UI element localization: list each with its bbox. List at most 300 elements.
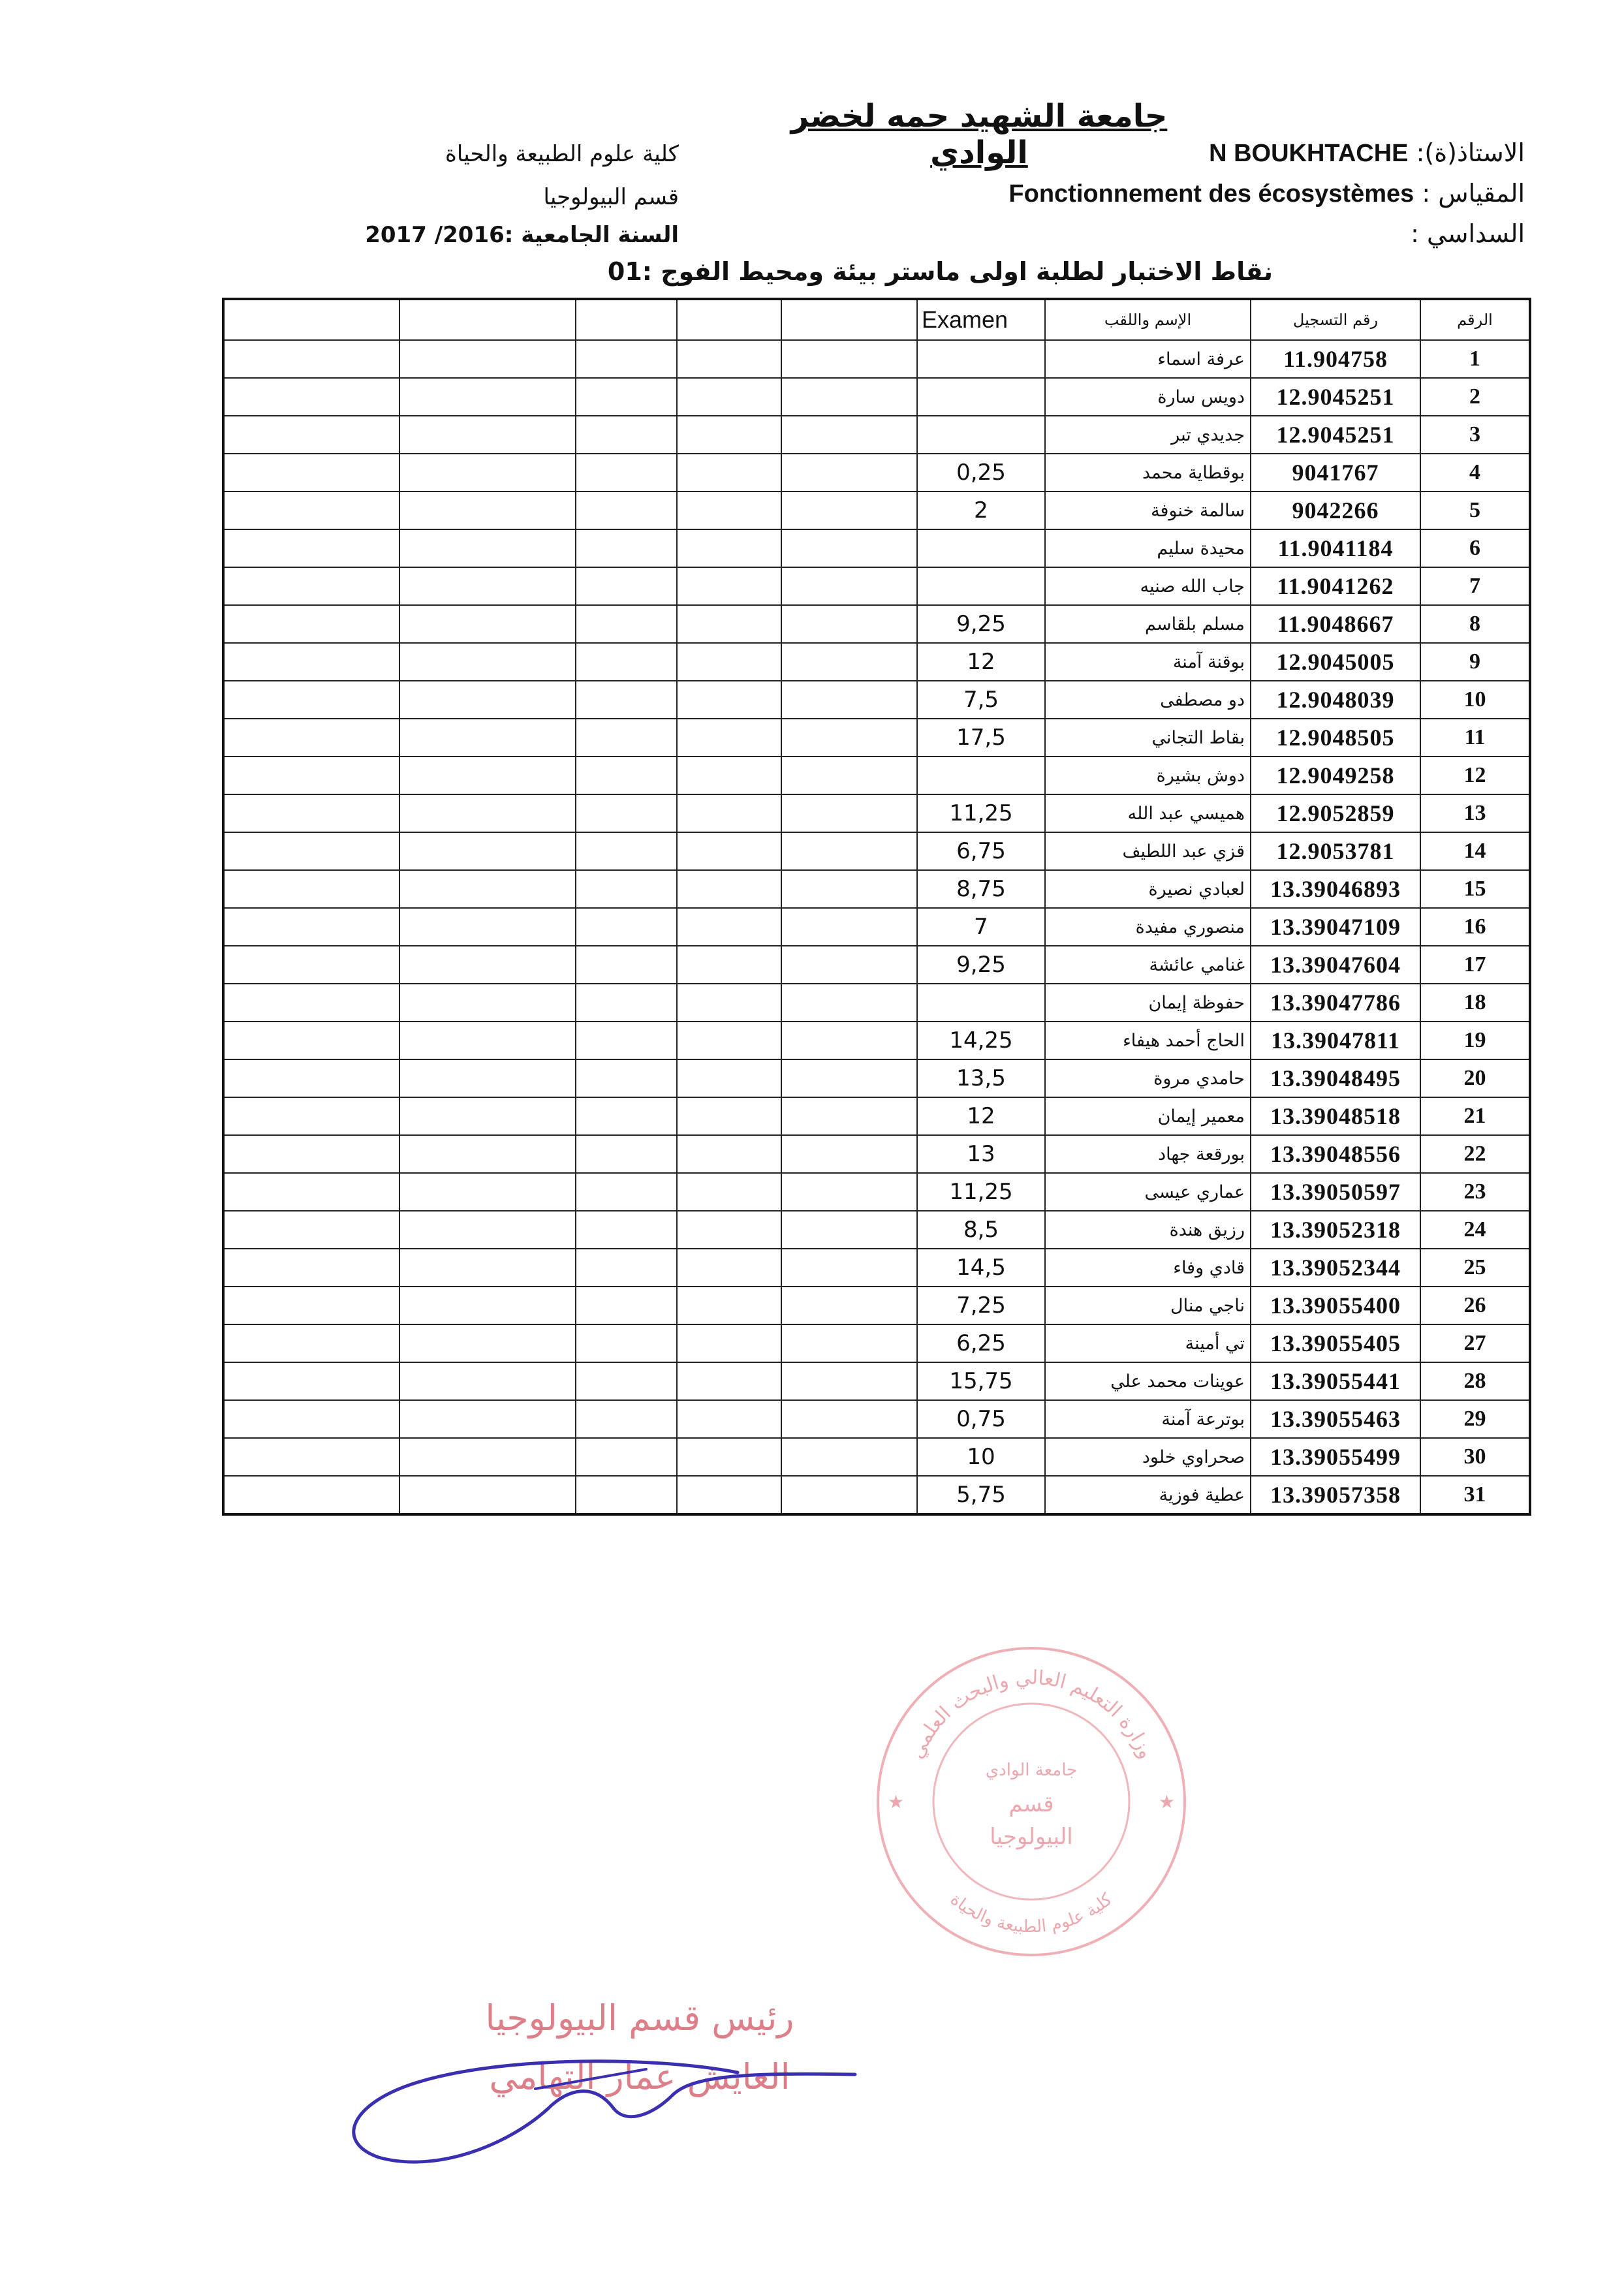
exam-cell: 15,75	[917, 1362, 1045, 1400]
empty-grade-cell	[223, 1249, 399, 1287]
empty-grade-cell	[399, 643, 576, 681]
empty-grade-cell	[576, 1400, 677, 1438]
empty-grade-cell	[677, 1173, 781, 1211]
empty-grade-cell	[781, 1097, 917, 1135]
empty-grade-cell	[223, 529, 399, 567]
empty-grade-cell	[677, 1211, 781, 1249]
empty-grade-cell	[781, 757, 917, 794]
empty-grade-cell	[677, 832, 781, 870]
empty-grade-cell	[399, 1022, 576, 1059]
table-row	[223, 529, 1530, 567]
empty-grade-cell	[399, 946, 576, 984]
empty-grade-cell	[223, 946, 399, 984]
empty-grade-cell	[677, 1400, 781, 1438]
empty-grade-cell	[781, 870, 917, 908]
registration-cell: 12.9045251	[1251, 378, 1420, 416]
empty-grade-cell	[677, 567, 781, 605]
registration-cell: 12.9045251	[1251, 416, 1420, 454]
empty-grade-cell	[781, 1173, 917, 1211]
table-row	[223, 1097, 1530, 1135]
number-cell: 1	[1420, 340, 1530, 378]
grades-body	[223, 340, 1530, 1514]
number-cell: 4	[1420, 454, 1530, 492]
header-exam: Examen	[917, 299, 1045, 340]
empty-grade-cell	[677, 340, 781, 378]
empty-grade-cell	[223, 832, 399, 870]
empty-grade-cell	[576, 340, 677, 378]
empty-grade-cell	[781, 1362, 917, 1400]
empty-grade-cell	[223, 454, 399, 492]
empty-grade-cell	[576, 1022, 677, 1059]
number-cell: 25	[1420, 1249, 1530, 1287]
empty-grade-cell	[576, 1059, 677, 1097]
table-row	[223, 1287, 1530, 1324]
empty-grade-cell	[399, 832, 576, 870]
registration-cell: 13.39048556	[1251, 1135, 1420, 1173]
empty-grade-cell	[781, 454, 917, 492]
empty-grade-cell	[223, 1173, 399, 1211]
name-cell: بورقعة جهاد	[1045, 1135, 1251, 1173]
empty-grade-cell	[399, 794, 576, 832]
empty-grade-cell	[781, 832, 917, 870]
name-cell: مسلم بلقاسم	[1045, 605, 1251, 643]
empty-grade-cell	[781, 1249, 917, 1287]
empty-grade-cell	[781, 794, 917, 832]
exam-cell: 5,75	[917, 1476, 1045, 1514]
table-row	[223, 719, 1530, 757]
empty-grade-cell	[223, 757, 399, 794]
academic-year: السنة الجامعية :2016/ 2017	[365, 222, 679, 248]
empty-grade-cell	[781, 1324, 917, 1362]
exam-cell	[917, 984, 1045, 1022]
signature-title: رئيس قسم البيولوجيا	[485, 1997, 794, 2039]
number-cell: 10	[1420, 681, 1530, 719]
table-row	[223, 1135, 1530, 1173]
svg-text:كلية علوم الطبيعة والحياة	[946, 1890, 1116, 1937]
table-row	[223, 416, 1530, 454]
registration-cell: 13.39046893	[1251, 870, 1420, 908]
empty-grade-cell	[576, 870, 677, 908]
stamp-center-text-2: البيولوجيا	[990, 1824, 1073, 1850]
empty-grade-cell	[223, 1438, 399, 1476]
name-cell: غنامي عائشة	[1045, 946, 1251, 984]
registration-cell: 13.39057358	[1251, 1476, 1420, 1514]
exam-cell: 9,25	[917, 605, 1045, 643]
teacher-value: N BOUKHTACHE	[1209, 140, 1409, 167]
empty-grade-cell	[677, 1022, 781, 1059]
module-line	[1008, 179, 1525, 208]
empty-grade-cell	[223, 378, 399, 416]
name-cell: عرفة اسماء	[1045, 340, 1251, 378]
table-row	[223, 794, 1530, 832]
module-value: Fonctionnement des écosystèmes	[1008, 180, 1414, 208]
number-cell: 11	[1420, 719, 1530, 757]
empty-grade-cell	[399, 1249, 576, 1287]
empty-grade-cell	[677, 1249, 781, 1287]
name-cell: معمير إيمان	[1045, 1097, 1251, 1135]
empty-grade-cell	[399, 454, 576, 492]
empty-header-cell	[781, 299, 917, 340]
empty-grade-cell	[576, 1097, 677, 1135]
empty-grade-cell	[677, 757, 781, 794]
table-row	[223, 1324, 1530, 1362]
number-cell: 31	[1420, 1476, 1530, 1514]
name-cell: حفوظة إيمان	[1045, 984, 1251, 1022]
empty-grade-cell	[576, 1173, 677, 1211]
number-cell: 8	[1420, 605, 1530, 643]
empty-grade-cell	[677, 529, 781, 567]
handwritten-signature	[339, 2010, 862, 2174]
empty-grade-cell	[677, 416, 781, 454]
exam-cell: 17,5	[917, 719, 1045, 757]
stamp-bottom-text: كلية علوم الطبيعة والحياة	[946, 1889, 1116, 1937]
registration-cell: 13.39055405	[1251, 1324, 1420, 1362]
empty-grade-cell	[576, 529, 677, 567]
number-cell: 14	[1420, 832, 1530, 870]
empty-grade-cell	[223, 416, 399, 454]
table-row	[223, 946, 1530, 984]
number-cell: 27	[1420, 1324, 1530, 1362]
name-cell: بقاط التجاني	[1045, 719, 1251, 757]
table-subtitle: نقاط الاختبار لطلبة اولى ماستر بيئة ومحيط الفوج :01	[607, 257, 1273, 286]
teacher-label: الاستاذ(ة):	[1416, 138, 1525, 167]
empty-grade-cell	[399, 1476, 576, 1514]
empty-grade-cell	[677, 1324, 781, 1362]
table-row	[223, 567, 1530, 605]
empty-grade-cell	[223, 1022, 399, 1059]
empty-grade-cell	[223, 1135, 399, 1173]
empty-grade-cell	[576, 567, 677, 605]
empty-grade-cell	[677, 946, 781, 984]
registration-cell: 13.39047109	[1251, 908, 1420, 946]
table-row	[223, 1211, 1530, 1249]
name-cell: جاب الله صنيه	[1045, 567, 1251, 605]
number-cell: 28	[1420, 1362, 1530, 1400]
empty-grade-cell	[576, 378, 677, 416]
empty-header-cell	[576, 299, 677, 340]
number-cell: 17	[1420, 946, 1530, 984]
number-cell: 2	[1420, 378, 1530, 416]
empty-grade-cell	[576, 454, 677, 492]
empty-grade-cell	[576, 794, 677, 832]
registration-cell: 13.39050597	[1251, 1173, 1420, 1211]
exam-cell: 13	[917, 1135, 1045, 1173]
empty-grade-cell	[781, 1022, 917, 1059]
table-row	[223, 1249, 1530, 1287]
name-cell: حامدي مروة	[1045, 1059, 1251, 1097]
stamp-university-text: جامعة الوادي	[985, 1760, 1078, 1780]
semester-line	[1411, 219, 1525, 248]
empty-grade-cell	[677, 1097, 781, 1135]
empty-grade-cell	[223, 1400, 399, 1438]
name-cell: ناجي منال	[1045, 1287, 1251, 1324]
exam-cell: 11,25	[917, 794, 1045, 832]
empty-grade-cell	[576, 1211, 677, 1249]
number-cell: 15	[1420, 870, 1530, 908]
table-row	[223, 832, 1530, 870]
exam-cell: 12	[917, 643, 1045, 681]
stamp-star-icon: ★	[888, 1791, 905, 1813]
exam-cell: 10	[917, 1438, 1045, 1476]
number-cell: 24	[1420, 1211, 1530, 1249]
empty-grade-cell	[576, 908, 677, 946]
empty-grade-cell	[677, 454, 781, 492]
empty-grade-cell	[781, 908, 917, 946]
number-cell: 22	[1420, 1135, 1530, 1173]
empty-grade-cell	[223, 984, 399, 1022]
exam-cell: 14,5	[917, 1249, 1045, 1287]
exam-cell	[917, 378, 1045, 416]
empty-grade-cell	[399, 1097, 576, 1135]
stamp-top-text: وزارة التعليم العالي والبحث العلمي	[905, 1666, 1158, 1762]
empty-grade-cell	[677, 1135, 781, 1173]
empty-grade-cell	[399, 757, 576, 794]
number-cell: 29	[1420, 1400, 1530, 1438]
empty-grade-cell	[576, 416, 677, 454]
empty-grade-cell	[399, 870, 576, 908]
name-cell: صحراوي خلود	[1045, 1438, 1251, 1476]
name-cell: عطية فوزية	[1045, 1476, 1251, 1514]
registration-cell: 9041767	[1251, 454, 1420, 492]
exam-cell	[917, 529, 1045, 567]
empty-grade-cell	[677, 378, 781, 416]
empty-grade-cell	[576, 719, 677, 757]
empty-grade-cell	[576, 1476, 677, 1514]
exam-cell: 9,25	[917, 946, 1045, 984]
exam-cell: 12	[917, 1097, 1045, 1135]
header-number: الرقم	[1420, 299, 1530, 340]
empty-grade-cell	[576, 1362, 677, 1400]
empty-grade-cell	[781, 492, 917, 529]
exam-cell: 2	[917, 492, 1045, 529]
empty-grade-cell	[677, 1438, 781, 1476]
name-cell: جديدي تبر	[1045, 416, 1251, 454]
empty-grade-cell	[781, 567, 917, 605]
empty-grade-cell	[399, 567, 576, 605]
table-row	[223, 870, 1530, 908]
empty-grade-cell	[399, 1438, 576, 1476]
registration-cell: 12.9045005	[1251, 643, 1420, 681]
table-row	[223, 681, 1530, 719]
empty-grade-cell	[781, 1211, 917, 1249]
signature-name: العايش عمار التهامي	[489, 2056, 790, 2097]
empty-grade-cell	[677, 984, 781, 1022]
empty-grade-cell	[223, 1324, 399, 1362]
registration-cell: 9042266	[1251, 492, 1420, 529]
name-cell: الحاج أحمد هيفاء	[1045, 1022, 1251, 1059]
exam-cell: 14,25	[917, 1022, 1045, 1059]
empty-grade-cell	[781, 719, 917, 757]
department-name: قسم البيولوجيا	[543, 184, 679, 210]
department-stamp	[862, 1632, 1201, 1971]
empty-grade-cell	[399, 719, 576, 757]
name-cell: منصوري مفيدة	[1045, 908, 1251, 946]
empty-header-cell	[399, 299, 576, 340]
registration-cell: 13.39047786	[1251, 984, 1420, 1022]
exam-cell: 6,75	[917, 832, 1045, 870]
empty-grade-cell	[781, 378, 917, 416]
empty-grade-cell	[576, 1324, 677, 1362]
registration-cell: 13.39055400	[1251, 1287, 1420, 1324]
exam-cell: 7,25	[917, 1287, 1045, 1324]
empty-grade-cell	[677, 870, 781, 908]
empty-grade-cell	[677, 643, 781, 681]
registration-cell: 13.39052318	[1251, 1211, 1420, 1249]
empty-grade-cell	[677, 908, 781, 946]
exam-cell	[917, 416, 1045, 454]
empty-grade-cell	[677, 492, 781, 529]
number-cell: 16	[1420, 908, 1530, 946]
empty-grade-cell	[223, 870, 399, 908]
number-cell: 21	[1420, 1097, 1530, 1135]
empty-grade-cell	[677, 1059, 781, 1097]
empty-grade-cell	[781, 416, 917, 454]
empty-grade-cell	[781, 1476, 917, 1514]
empty-grade-cell	[677, 1476, 781, 1514]
number-cell: 3	[1420, 416, 1530, 454]
empty-grade-cell	[677, 1362, 781, 1400]
empty-grade-cell	[781, 1135, 917, 1173]
registration-cell: 13.39047604	[1251, 946, 1420, 984]
empty-grade-cell	[576, 681, 677, 719]
empty-grade-cell	[399, 605, 576, 643]
exam-cell: 13,5	[917, 1059, 1045, 1097]
header-registration: رقم التسجيل	[1251, 299, 1420, 340]
empty-grade-cell	[223, 492, 399, 529]
empty-grade-cell	[399, 1324, 576, 1362]
name-cell: سالمة خنوفة	[1045, 492, 1251, 529]
empty-grade-cell	[576, 1438, 677, 1476]
empty-grade-cell	[576, 643, 677, 681]
exam-cell	[917, 757, 1045, 794]
name-cell: بوترعة آمنة	[1045, 1400, 1251, 1438]
empty-grade-cell	[781, 1287, 917, 1324]
registration-cell: 11.9048667	[1251, 605, 1420, 643]
name-cell: عوينات محمد علي	[1045, 1362, 1251, 1400]
empty-grade-cell	[223, 719, 399, 757]
empty-grade-cell	[781, 529, 917, 567]
empty-grade-cell	[576, 946, 677, 984]
name-cell: عماري عيسى	[1045, 1173, 1251, 1211]
empty-grade-cell	[399, 1173, 576, 1211]
table-row	[223, 1400, 1530, 1438]
empty-grade-cell	[576, 605, 677, 643]
registration-cell: 12.9048505	[1251, 719, 1420, 757]
empty-grade-cell	[781, 643, 917, 681]
empty-grade-cell	[399, 1059, 576, 1097]
teacher-line	[1209, 138, 1525, 168]
name-cell: دو مصطفى	[1045, 681, 1251, 719]
table-row	[223, 908, 1530, 946]
registration-cell: 13.39052344	[1251, 1249, 1420, 1287]
empty-grade-cell	[223, 1211, 399, 1249]
module-label: المقياس :	[1422, 179, 1525, 208]
registration-cell: 12.9053781	[1251, 832, 1420, 870]
name-cell: لعبادي نصيرة	[1045, 870, 1251, 908]
registration-cell: 13.39055441	[1251, 1362, 1420, 1400]
name-cell: محيدة سليم	[1045, 529, 1251, 567]
empty-grade-cell	[781, 1059, 917, 1097]
name-cell: بوقنة آمنة	[1045, 643, 1251, 681]
registration-cell: 12.9052859	[1251, 794, 1420, 832]
empty-grade-cell	[223, 1476, 399, 1514]
table-row	[223, 1173, 1530, 1211]
empty-grade-cell	[399, 1211, 576, 1249]
table-header-row	[223, 299, 1530, 340]
table-row	[223, 454, 1530, 492]
registration-cell: 12.9048039	[1251, 681, 1420, 719]
registration-cell: 13.39055499	[1251, 1438, 1420, 1476]
empty-grade-cell	[223, 567, 399, 605]
exam-cell: 8,5	[917, 1211, 1045, 1249]
name-cell: بوقطاية محمد	[1045, 454, 1251, 492]
empty-grade-cell	[223, 794, 399, 832]
empty-grade-cell	[781, 984, 917, 1022]
semester-label: السداسي :	[1411, 219, 1525, 248]
empty-grade-cell	[576, 984, 677, 1022]
table-row	[223, 378, 1530, 416]
exam-cell	[917, 567, 1045, 605]
number-cell: 7	[1420, 567, 1530, 605]
exam-cell: 0,25	[917, 454, 1045, 492]
number-cell: 6	[1420, 529, 1530, 567]
empty-grade-cell	[399, 378, 576, 416]
number-cell: 26	[1420, 1287, 1530, 1324]
registration-cell: 12.9049258	[1251, 757, 1420, 794]
exam-cell: 7,5	[917, 681, 1045, 719]
exam-cell: 0,75	[917, 1400, 1045, 1438]
empty-grade-cell	[677, 681, 781, 719]
empty-grade-cell	[576, 832, 677, 870]
number-cell: 20	[1420, 1059, 1530, 1097]
empty-header-cell	[677, 299, 781, 340]
empty-grade-cell	[576, 1249, 677, 1287]
registration-cell: 11.9041184	[1251, 529, 1420, 567]
table-row	[223, 605, 1530, 643]
empty-grade-cell	[399, 908, 576, 946]
registration-cell: 13.39055463	[1251, 1400, 1420, 1438]
name-cell: تي أمينة	[1045, 1324, 1251, 1362]
table-row	[223, 1362, 1530, 1400]
empty-grade-cell	[781, 946, 917, 984]
empty-grade-cell	[223, 605, 399, 643]
table-row	[223, 340, 1530, 378]
table-row	[223, 1476, 1530, 1514]
name-cell: قزي عبد اللطيف	[1045, 832, 1251, 870]
empty-grade-cell	[223, 681, 399, 719]
empty-grade-cell	[223, 1097, 399, 1135]
name-cell: قادي وفاء	[1045, 1249, 1251, 1287]
registration-cell: 13.39048518	[1251, 1097, 1420, 1135]
empty-grade-cell	[223, 1287, 399, 1324]
table-row	[223, 643, 1530, 681]
empty-grade-cell	[223, 340, 399, 378]
table-row	[223, 757, 1530, 794]
empty-grade-cell	[399, 1362, 576, 1400]
empty-grade-cell	[781, 1400, 917, 1438]
empty-grade-cell	[677, 1287, 781, 1324]
table-row	[223, 1438, 1530, 1476]
svg-text:وزارة التعليم العالي والبحث ال	[905, 1666, 1158, 1762]
empty-grade-cell	[677, 794, 781, 832]
name-cell: هميسي عبد الله	[1045, 794, 1251, 832]
registration-cell: 11.9041262	[1251, 567, 1420, 605]
number-cell: 30	[1420, 1438, 1530, 1476]
empty-grade-cell	[399, 984, 576, 1022]
empty-grade-cell	[399, 416, 576, 454]
header-name: الإسم واللقب	[1045, 299, 1251, 340]
empty-grade-cell	[399, 1287, 576, 1324]
